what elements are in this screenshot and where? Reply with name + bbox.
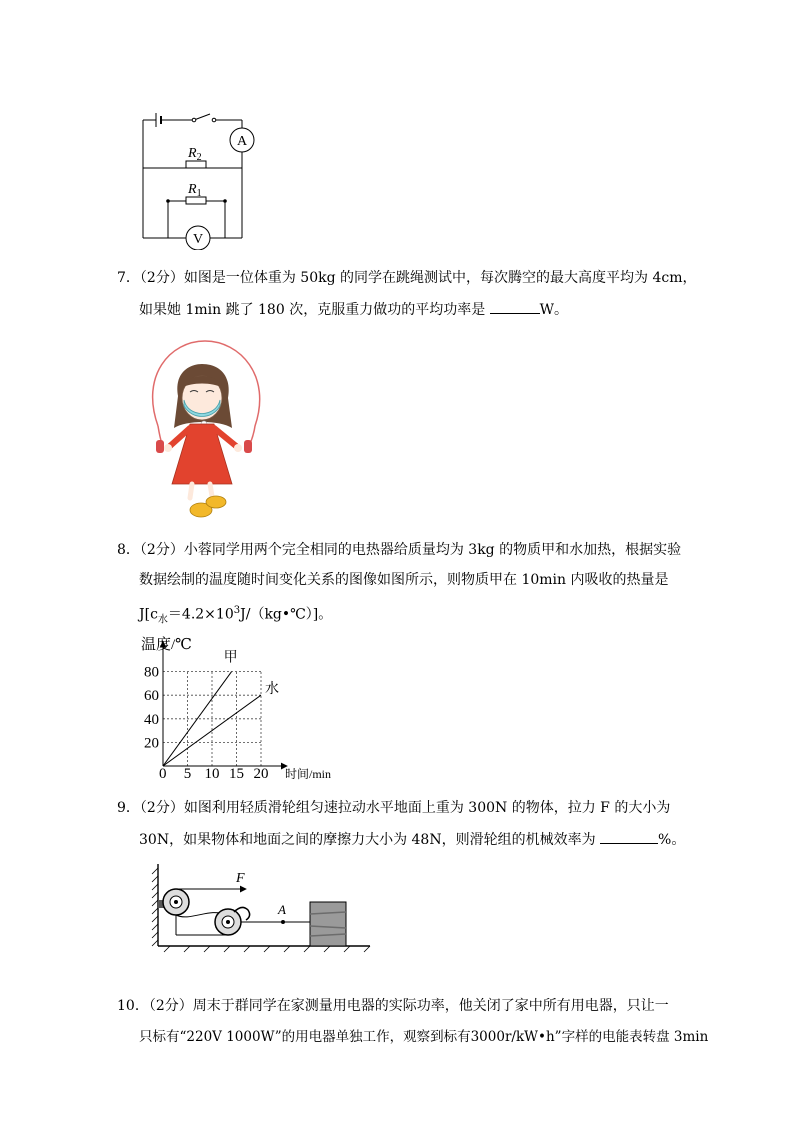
force-label: F (236, 871, 245, 886)
q7-line1 (117, 268, 696, 288)
x-tick-label-15: 15 (229, 766, 244, 782)
x-tick-label-20: 20 (253, 766, 269, 782)
y-axis-label: 温度/℃ (141, 637, 192, 653)
q7-text2b: W。 (539, 302, 569, 318)
q8-line3 (139, 601, 332, 630)
q8-text3c: J/（kg•℃）]。 (240, 606, 333, 623)
block-object (310, 902, 346, 946)
q9-answer-blank[interactable] (600, 829, 658, 844)
ammeter-label: A (236, 134, 248, 149)
series-label-0: 甲 (223, 650, 238, 666)
r1-label: $R_1$ (188, 182, 202, 199)
pulley-system-diagram (150, 862, 375, 954)
q7-score: （2分） (139, 270, 184, 286)
q9-text2b: %。 (658, 832, 686, 848)
series-line-0 (163, 672, 232, 766)
q10-line1 (117, 996, 669, 1016)
y-tick-label-40: 40 (144, 711, 159, 728)
q9-line2 (139, 829, 685, 850)
q9-text1: 如图利用轻质滑轮组匀速拉动水平地面上重为 300N 的物体，拉力 F 的大小为 (183, 800, 671, 816)
series-label-1: 水 (265, 682, 279, 698)
switch-blade (194, 114, 210, 120)
jump-rope-girl-illustration (140, 336, 270, 526)
y-tick-label-20: 20 (144, 735, 159, 752)
y-tick-label-60: 60 (144, 688, 159, 705)
q8-sub-water: 水 (157, 614, 168, 626)
q7-text2a: 如果她 1min 跳了 180 次，克服重力做功的平均功率是 (139, 302, 490, 318)
q10-score: （2分） (148, 998, 193, 1014)
q8-line1 (117, 540, 681, 560)
q8-sup-exponent: 3 (233, 605, 241, 616)
x-axis-label: 时间/min (285, 767, 332, 781)
q8-number: 8． (117, 542, 140, 558)
q7-number: 7． (117, 270, 140, 286)
q10-text1: 周末于群同学在家测量用电器的实际功率，他关闭了家中所有用电器，只让一 (192, 998, 669, 1014)
q10-number: 10． (117, 998, 149, 1014)
q8-text3b: ＝4.2×10 (167, 606, 234, 623)
q9-score: （2分） (139, 800, 184, 816)
q10-line2: 只标有“220V 1000W”的用电器单独工作，观察到标有3000r/kW•h”字样的电能表转盘 3min (139, 1029, 709, 1045)
q8-text1: 小蓉同学用两个完全相同的电热器给质量均为 3kg 的物质甲和水加热，根据实验 (183, 542, 682, 558)
q9-line1 (117, 798, 670, 818)
q7-answer-blank[interactable] (490, 299, 540, 314)
x-tick-label-10: 10 (204, 766, 220, 782)
y-tick-label-80: 80 (144, 664, 159, 681)
point-a-label: A (278, 902, 286, 917)
q7-line2 (139, 299, 568, 320)
origin-label: 0 (159, 766, 167, 782)
q7-text1: 如图是一位体重为 50kg 的同学在跳绳测试中，每次腾空的最大高度平均为 4cm， (183, 270, 697, 286)
voltmeter-label: V (192, 232, 204, 247)
q8-score: （2分） (139, 542, 184, 558)
circuit-diagram (130, 100, 270, 250)
q9-text2a: 30N，如果物体和地面之间的摩擦力大小为 48N，则滑轮组的机械效率为 (139, 832, 601, 848)
r2-label: $R_2$ (188, 146, 202, 163)
temperature-time-chart (135, 632, 350, 784)
chart-grid (163, 672, 261, 766)
q8-text3a: J[c (139, 606, 158, 623)
q8-line2: 数据绘制的温度随时间变化关系的图像如图所示，则物质甲在 10min 内吸收的热量是 (139, 572, 669, 588)
q9-number: 9． (117, 800, 140, 816)
x-tick-label-5: 5 (183, 766, 192, 782)
